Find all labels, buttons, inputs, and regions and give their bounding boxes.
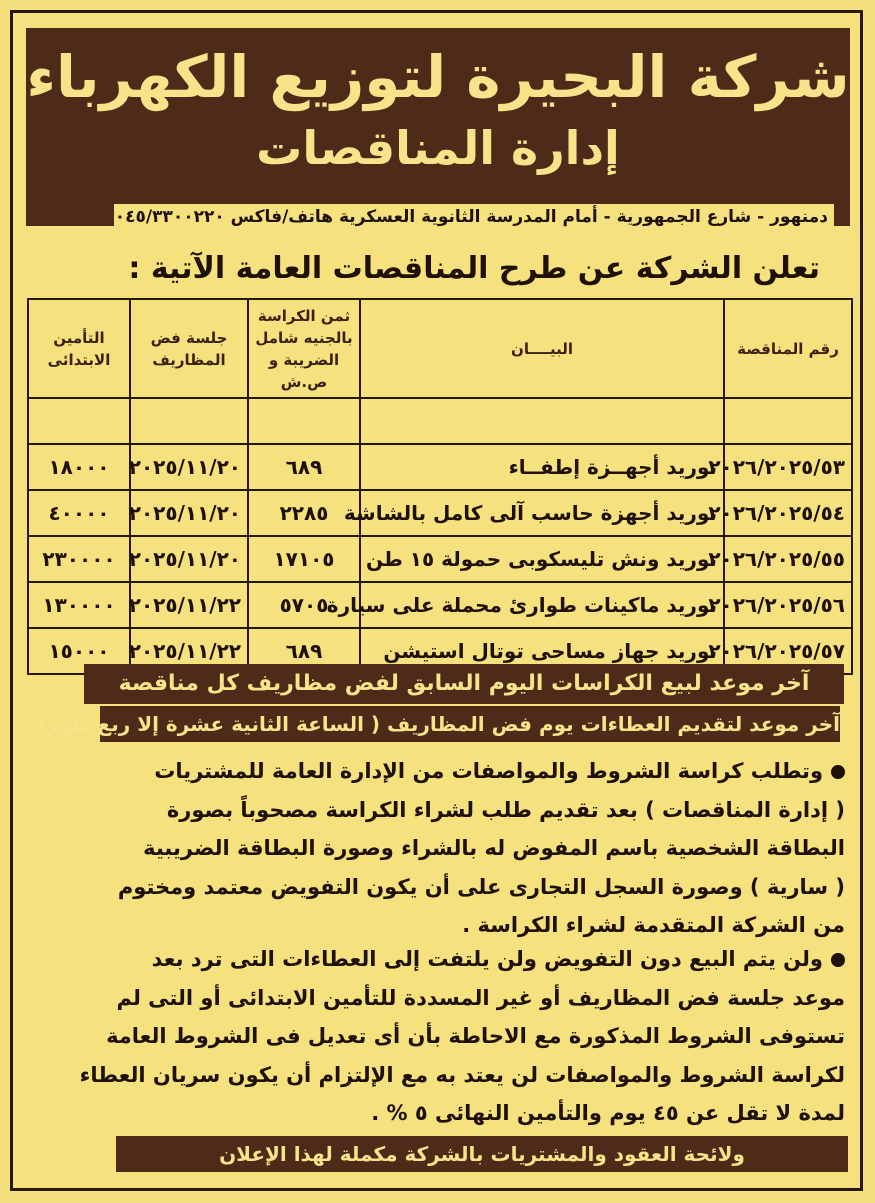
bullet-icon	[831, 765, 845, 779]
tender-session: ٢٠٢٥/١١/٢٠	[130, 490, 248, 536]
department-title: إدارة المناقصات	[256, 121, 620, 175]
tender-session: ٢٠٢٥/١١/٢٠	[130, 536, 248, 582]
table-row	[28, 444, 852, 490]
paragraph-line: من الشركة المتقدمة لشراء الكراسة .	[462, 913, 845, 937]
tender-insurance: ٤٠٠٠٠	[28, 490, 130, 536]
paragraph-line: لمدة لا تقل عن ٤٥ يوم والتأمين النهائى ٥ % .	[371, 1101, 845, 1125]
tender-price: ٦٨٩	[248, 444, 360, 490]
tender-session: ٢٠٢٥/١١/٢٢	[130, 582, 248, 628]
paragraph-line: ( سارية ) وصورة السجل التجارى على أن يكون التفويض معتمد ومختوم	[117, 874, 845, 899]
table-row	[28, 582, 852, 628]
tender-price: ١٧١٠٥	[248, 536, 360, 582]
paragraph-line: البطاقة الشخصية باسم المفوض له بالشراء وصورة البطاقة الضريبية	[143, 836, 845, 860]
tender-description: توريد أجهزة حاسب آلى كامل بالشاشة	[360, 490, 724, 536]
tender-description: توريد ماكينات طوارئ محملة على سيارة	[360, 582, 724, 628]
tender-description: توريد أجهــزة إطفــاء	[360, 444, 724, 490]
header-price: ثمن الكراسة بالجنيه شامل الضريبة و ص.ش	[248, 299, 360, 398]
tender-session: ٢٠٢٥/١١/٢٢	[130, 628, 248, 674]
paragraph-line: موعد جلسة فض المظاريف أو غير المسددة للتأمين الابتدائى أو التى لم	[116, 985, 845, 1010]
paragraph-line: وتطلب كراسة الشروط والمواصفات من الإدارة العامة للمشتريات	[30, 752, 845, 791]
table-header-row	[28, 299, 852, 398]
tender-price: ٦٨٩	[248, 628, 360, 674]
table-row	[28, 490, 852, 536]
footer-note: ولائحة العقود والمشتريات بالشركة مكملة لهذا الإعلان	[116, 1136, 848, 1172]
tender-description: توريد جهاز مساحى توتال استيشن	[360, 628, 724, 674]
terms-paragraph	[30, 940, 845, 1133]
paragraph-line: تستوفى الشروط المذكورة مع الاحاطة بأن أى تعديل فى الشروط العامة	[106, 1024, 845, 1048]
header-banner	[26, 28, 850, 226]
tender-insurance: ٢٣٠٠٠٠	[28, 536, 130, 582]
paragraph-line: لكراسة الشروط والمواصفات لن يعتد به مع الإلتزام أن يكون سريان العطاء	[79, 1062, 845, 1087]
tender-number: ٢٠٢٦/٢٠٢٥/٥٥	[724, 536, 852, 582]
tenders-table	[27, 298, 853, 675]
table-row	[28, 536, 852, 582]
tender-number: ٢٠٢٦/٢٠٢٥/٥٦	[724, 582, 852, 628]
spacer-row	[28, 398, 852, 444]
tender-session: ٢٠٢٥/١١/٢٠	[130, 444, 248, 490]
conditions-paragraph	[30, 752, 845, 945]
tender-price: ٢٢٨٥	[248, 490, 360, 536]
address-line: دمنهور - شارع الجمهورية - أمام المدرسة الثانوية العسكرية هاتف/فاكس ٠٤٥/٣٣٠٠٢٢٠	[114, 204, 834, 230]
tender-number: ٢٠٢٦/٢٠٢٥/٥٤	[724, 490, 852, 536]
tender-number: ٢٠٢٦/٢٠٢٥/٥٣	[724, 444, 852, 490]
paragraph-line: ( إدارة المناقصات ) بعد تقديم طلب لشراء الكراسة مصحوباً بصورة	[166, 797, 845, 822]
company-name: شركة البحيرة لتوزيع الكهرباء	[26, 43, 850, 111]
header-session: جلسة فض المظاريف	[130, 299, 248, 398]
tender-description: توريد ونش تليسكوبى حمولة ١٥ طن	[360, 536, 724, 582]
tender-insurance: ١٥٠٠٠	[28, 628, 130, 674]
paragraph-line: ولن يتم البيع دون التفويض ولن يلتفت إلى العطاءات التى ترد بعد	[30, 940, 845, 979]
deadline-sale: آخر موعد لبيع الكراسات اليوم السابق لفض مظاريف كل مناقصة	[84, 664, 844, 704]
tender-price: ٥٧٠٥	[248, 582, 360, 628]
header-insurance: التأمين الابتدائى	[28, 299, 130, 398]
tender-insurance: ١٣٠٠٠٠	[28, 582, 130, 628]
tender-insurance: ١٨٠٠٠	[28, 444, 130, 490]
deadline-submission: آخر موعد لتقديم العطاءات يوم فض المظاريف ( الساعة الثانية عشرة إلا ربع ظهراً )	[100, 706, 840, 742]
tender-number: ٢٠٢٦/٢٠٢٥/٥٧	[724, 628, 852, 674]
header-number: رقم المناقصة	[724, 299, 852, 398]
bullet-icon	[831, 953, 845, 967]
announcement-heading: تعلن الشركة عن طرح المناقصات العامة الآتية :	[128, 251, 820, 286]
header-description: البيــــان	[360, 299, 724, 398]
